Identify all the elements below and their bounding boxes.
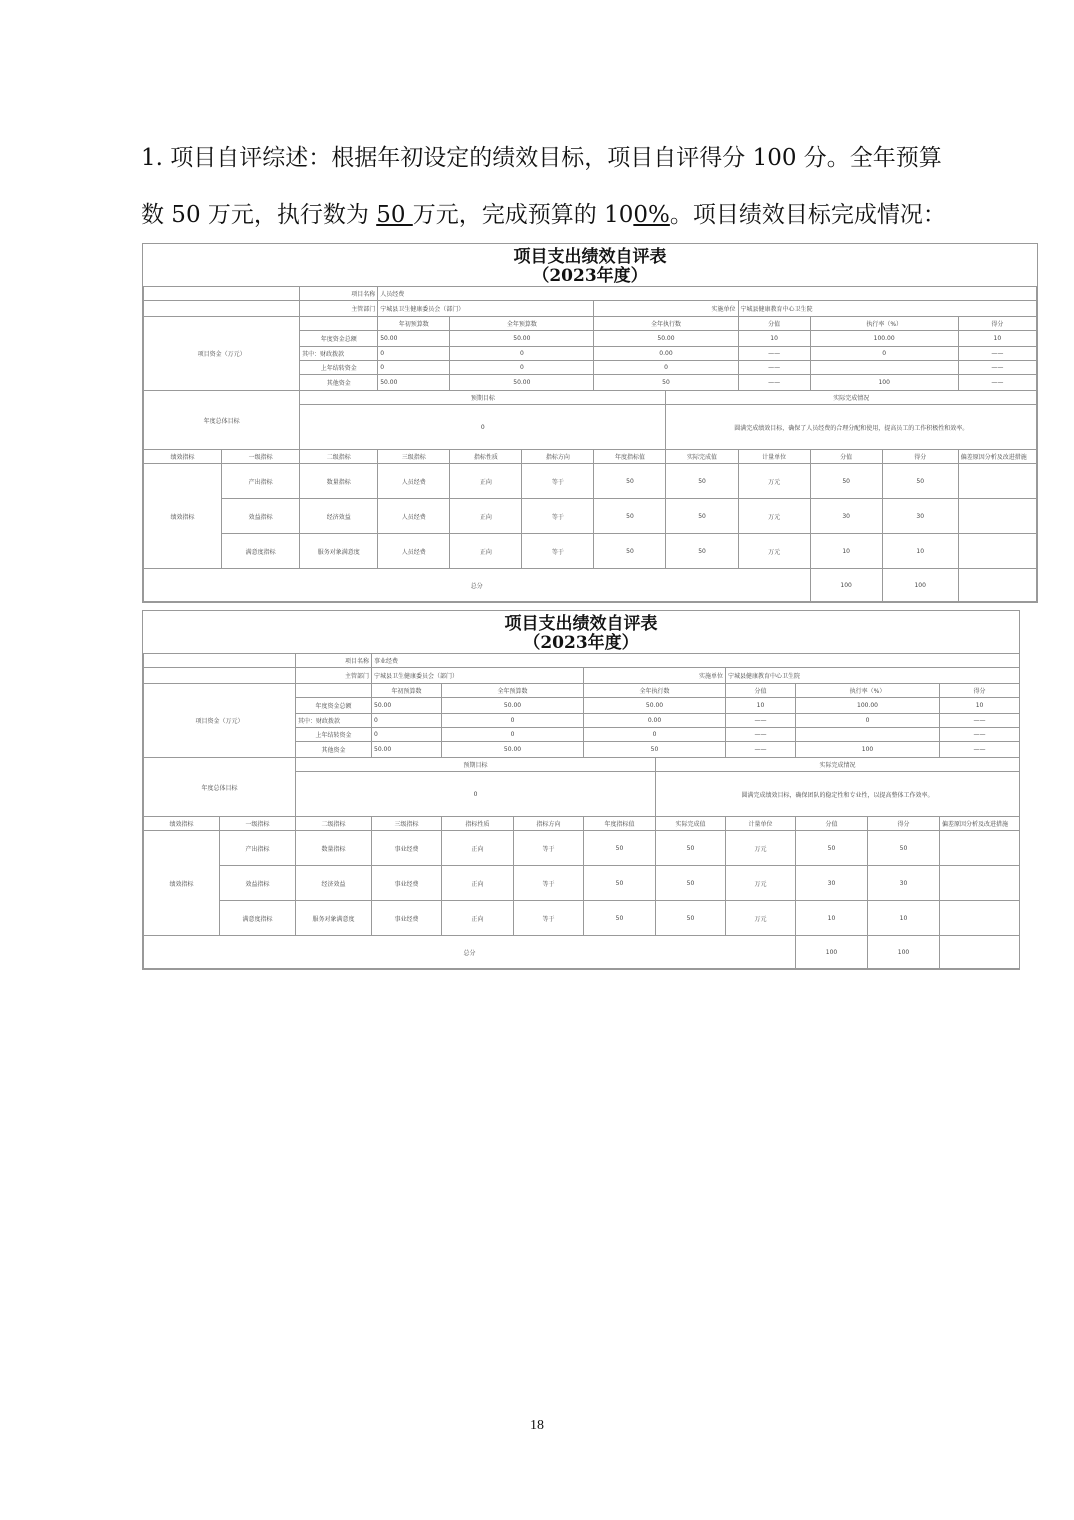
ind-cell: 50 — [594, 499, 666, 534]
ind-cell: 50 — [656, 866, 726, 901]
ind-cell: 30 — [796, 866, 868, 901]
funds-row-label: 上年结转资金 — [300, 361, 378, 375]
ind-cell: 万元 — [738, 534, 810, 569]
funds-cell: 0 — [442, 728, 584, 742]
funds-header: 全年预算数 — [450, 317, 594, 331]
funds-cell: 0 — [372, 728, 442, 742]
ind-label: 绩效指标 — [144, 464, 222, 569]
funds-cell: —— — [738, 347, 810, 361]
goal-label: 年度总体目标 — [144, 758, 296, 817]
summary-line-2 — [141, 200, 991, 230]
ind-cell — [958, 534, 1036, 569]
ind-cell: 50 — [666, 464, 738, 499]
funds-row-label: 其中：财政拨款 — [300, 347, 378, 361]
ind-header: 一级指标 — [220, 817, 296, 831]
funds-cell: 50.00 — [442, 698, 584, 714]
funds-cell: 50 — [594, 375, 738, 391]
funds-cell: 0 — [378, 361, 450, 375]
funds-cell: 50.00 — [594, 331, 738, 347]
executed-amount: 50 — [376, 202, 413, 228]
ind-header: 计量单位 — [738, 450, 810, 464]
funds-header: 全年执行数 — [594, 317, 738, 331]
ind-cell: 服务对象满意度 — [300, 534, 378, 569]
funds-cell: 0 — [796, 714, 940, 728]
summary-text: 数 50 万元，执行数为 — [141, 202, 377, 228]
total-label: 总分 — [144, 936, 796, 969]
table-title — [143, 611, 1019, 653]
funds-cell: —— — [726, 742, 796, 758]
ind-header: 年度指标值 — [594, 450, 666, 464]
ind-cell: 事业经费 — [372, 901, 442, 936]
ind-cell: 经济效益 — [296, 866, 372, 901]
funds-cell — [810, 361, 958, 375]
funds-row-label: 年度资金总额 — [296, 698, 372, 714]
ind-header: 绩效指标 — [144, 817, 220, 831]
funds-cell: 0 — [450, 347, 594, 361]
total-score: 100 — [810, 569, 882, 602]
funds-row-label: 其他资金 — [296, 742, 372, 758]
ind-cell: 产出指标 — [222, 464, 300, 499]
total-score: 100 — [796, 936, 868, 969]
ind-cell — [940, 866, 1020, 901]
funds-header: 得分 — [958, 317, 1036, 331]
funds-cell: 50.00 — [378, 375, 450, 391]
ind-cell: 30 — [868, 866, 940, 901]
ind-cell: 正向 — [442, 901, 514, 936]
impl-value: 宁城县健康教育中心卫生院 — [738, 301, 1036, 317]
ind-cell: 人员经费 — [378, 464, 450, 499]
funds-cell: 0.00 — [584, 714, 726, 728]
ind-cell: 事业经费 — [372, 866, 442, 901]
ind-cell: 10 — [796, 901, 868, 936]
ind-cell: 10 — [868, 901, 940, 936]
funds-row-label: 年度资金总额 — [300, 331, 378, 347]
summary-text: 。项目绩效目标完成情况： — [669, 202, 946, 228]
funds-cell: —— — [958, 347, 1036, 361]
funds-cell: 0 — [584, 728, 726, 742]
ind-cell: 等于 — [522, 499, 594, 534]
funds-row-label: 其中：财政拨款 — [296, 714, 372, 728]
table-title-text: 项目支出绩效自评表 — [504, 614, 658, 634]
funds-cell: 0 — [372, 714, 442, 728]
ind-cell: 等于 — [514, 901, 584, 936]
ind-cell: 50 — [584, 901, 656, 936]
ind-header: 偏差原因分析及改进措施 — [958, 450, 1036, 464]
ind-cell: 正向 — [450, 499, 522, 534]
funds-cell: 10 — [958, 331, 1036, 347]
funds-header: 执行率（%） — [810, 317, 958, 331]
funds-cell: —— — [940, 742, 1020, 758]
ind-header: 指标性质 — [442, 817, 514, 831]
funds-cell: 100.00 — [796, 698, 940, 714]
ind-header: 三级指标 — [378, 450, 450, 464]
funds-cell: 50.00 — [450, 375, 594, 391]
page-number: 18 — [530, 1418, 544, 1433]
impl-label: 实施单位 — [584, 668, 726, 684]
funds-header: 全年执行数 — [584, 684, 726, 698]
self-evaluation-table-1 — [142, 243, 1038, 603]
dept-value: 宁城县卫生健康委员会（部门） — [378, 301, 594, 317]
ind-cell: 数量指标 — [300, 464, 378, 499]
ind-cell — [958, 499, 1036, 534]
funds-cell: —— — [940, 714, 1020, 728]
ind-header: 偏差原因分析及改进措施 — [940, 817, 1020, 831]
total-got: 100 — [882, 569, 958, 602]
funds-cell: 50.00 — [378, 331, 450, 347]
impl-label: 实施单位 — [594, 301, 738, 317]
funds-row-label: 上年结转资金 — [296, 728, 372, 742]
ind-cell: 正向 — [450, 464, 522, 499]
funds-header: 分值 — [726, 684, 796, 698]
ind-header: 得分 — [882, 450, 958, 464]
ind-header: 分值 — [796, 817, 868, 831]
ind-cell: 30 — [882, 499, 958, 534]
funds-cell: 10 — [940, 698, 1020, 714]
ind-cell: 产出指标 — [220, 831, 296, 866]
actual-label: 实际完成情况 — [666, 391, 1037, 405]
ind-cell: 服务对象满意度 — [296, 901, 372, 936]
ind-header: 实际完成值 — [666, 450, 738, 464]
ind-header: 二级指标 — [296, 817, 372, 831]
table-title-text: 项目支出绩效自评表 — [513, 247, 667, 267]
ind-cell: 正向 — [442, 866, 514, 901]
ind-cell: 50 — [584, 866, 656, 901]
ind-cell: 万元 — [726, 831, 796, 866]
funds-cell: 100 — [796, 742, 940, 758]
ind-cell: 效益指标 — [222, 499, 300, 534]
actual-label: 实际完成情况 — [656, 758, 1020, 772]
ind-cell: 人员经费 — [378, 499, 450, 534]
funds-cell: 100.00 — [810, 331, 958, 347]
funds-cell: —— — [726, 714, 796, 728]
funds-cell: 50 — [584, 742, 726, 758]
funds-cell: —— — [726, 728, 796, 742]
ind-cell: 等于 — [514, 831, 584, 866]
ind-header: 三级指标 — [372, 817, 442, 831]
funds-cell: 0 — [378, 347, 450, 361]
funds-cell: 0 — [450, 361, 594, 375]
ind-cell: 50 — [882, 464, 958, 499]
table-grid — [143, 286, 1037, 602]
funds-header: 得分 — [940, 684, 1020, 698]
ind-cell: 50 — [656, 901, 726, 936]
actual-value: 圆满完成绩效目标，确保团队的稳定性和专业性，以提高整体工作效率。 — [656, 772, 1020, 817]
ind-header: 一级指标 — [222, 450, 300, 464]
funds-label: 项目资金（万元） — [144, 684, 296, 758]
ind-header: 年度指标值 — [584, 817, 656, 831]
expected-value: 0 — [296, 772, 656, 817]
summary-line-1: 1. 项目自评综述：根据年初设定的绩效目标，项目自评得分 100 分。全年预算 — [141, 145, 942, 171]
funds-cell: 50.00 — [450, 331, 594, 347]
ind-cell: 正向 — [450, 534, 522, 569]
funds-cell: 10 — [738, 331, 810, 347]
funds-header: 年初预算数 — [372, 684, 442, 698]
project-name: 人员经费 — [378, 287, 1037, 301]
ind-cell: 万元 — [738, 499, 810, 534]
dept-label: 主管部门 — [296, 668, 372, 684]
ind-cell: 满意度指标 — [220, 901, 296, 936]
ind-header: 分值 — [810, 450, 882, 464]
funds-cell: 50.00 — [442, 742, 584, 758]
funds-header: 执行率（%） — [796, 684, 940, 698]
completion-rate: 0% — [633, 202, 670, 228]
ind-cell: 50 — [594, 464, 666, 499]
project-name-label: 项目名称 — [296, 654, 372, 668]
funds-cell: 0 — [594, 361, 738, 375]
project-name-label: 项目名称 — [300, 287, 378, 301]
ind-cell: 50 — [810, 464, 882, 499]
funds-cell: 50.00 — [372, 742, 442, 758]
ind-cell: 满意度指标 — [222, 534, 300, 569]
ind-cell: 万元 — [738, 464, 810, 499]
ind-cell: 事业经费 — [372, 831, 442, 866]
funds-header: 全年预算数 — [442, 684, 584, 698]
goal-label: 年度总体目标 — [144, 391, 300, 450]
funds-cell: 50.00 — [584, 698, 726, 714]
ind-cell: 50 — [584, 831, 656, 866]
funds-cell: 100 — [810, 375, 958, 391]
ind-cell — [940, 831, 1020, 866]
ind-cell: 效益指标 — [220, 866, 296, 901]
funds-cell: 0 — [810, 347, 958, 361]
ind-cell: 10 — [882, 534, 958, 569]
ind-cell — [940, 901, 1020, 936]
summary-text: 万元，完成预算的 10 — [412, 202, 634, 228]
self-evaluation-table-2 — [142, 610, 1020, 970]
ind-cell: 万元 — [726, 866, 796, 901]
ind-cell: 50 — [666, 499, 738, 534]
funds-cell: 0.00 — [594, 347, 738, 361]
table-year: （2023年度） — [523, 633, 639, 653]
dept-label: 主管部门 — [300, 301, 378, 317]
ind-header: 指标方向 — [514, 817, 584, 831]
funds-label: 项目资金（万元） — [144, 317, 300, 391]
ind-cell: 数量指标 — [296, 831, 372, 866]
ind-header: 计量单位 — [726, 817, 796, 831]
ind-header: 得分 — [868, 817, 940, 831]
funds-cell: —— — [958, 361, 1036, 375]
ind-cell: 经济效益 — [300, 499, 378, 534]
ind-cell: 50 — [656, 831, 726, 866]
ind-header: 二级指标 — [300, 450, 378, 464]
expected-label: 预期目标 — [300, 391, 666, 405]
funds-cell: —— — [738, 361, 810, 375]
ind-cell: 10 — [810, 534, 882, 569]
expected-label: 预期目标 — [296, 758, 656, 772]
ind-cell: 正向 — [442, 831, 514, 866]
funds-cell: 50.00 — [372, 698, 442, 714]
dept-value: 宁城县卫生健康委员会（部门） — [372, 668, 584, 684]
funds-cell: —— — [958, 375, 1036, 391]
funds-header: 年初预算数 — [378, 317, 450, 331]
ind-label: 绩效指标 — [144, 831, 220, 936]
ind-header: 绩效指标 — [144, 450, 222, 464]
ind-cell: 等于 — [522, 464, 594, 499]
ind-header: 实际完成值 — [656, 817, 726, 831]
ind-cell: 50 — [666, 534, 738, 569]
funds-cell: 0 — [442, 714, 584, 728]
funds-cell: 10 — [726, 698, 796, 714]
project-name: 事业经费 — [372, 654, 1020, 668]
total-label: 总分 — [144, 569, 811, 602]
impl-value: 宁城县健康教育中心卫生院 — [726, 668, 1020, 684]
ind-cell: 万元 — [726, 901, 796, 936]
funds-cell — [796, 728, 940, 742]
table-title — [143, 244, 1037, 286]
table-year: （2023年度） — [532, 266, 648, 286]
ind-cell — [958, 464, 1036, 499]
ind-cell: 等于 — [522, 534, 594, 569]
ind-header: 指标方向 — [522, 450, 594, 464]
ind-header: 指标性质 — [450, 450, 522, 464]
ind-cell: 50 — [594, 534, 666, 569]
ind-cell: 30 — [810, 499, 882, 534]
total-got: 100 — [868, 936, 940, 969]
actual-value: 圆满完成绩效目标，确保了人员经费的合理分配和使用，提高员工的工作积极性和效率。 — [666, 405, 1037, 450]
funds-header: 分值 — [738, 317, 810, 331]
expected-value: 0 — [300, 405, 666, 450]
ind-cell: 50 — [796, 831, 868, 866]
funds-row-label: 其他资金 — [300, 375, 378, 391]
ind-cell: 等于 — [514, 866, 584, 901]
table-grid — [143, 653, 1020, 969]
funds-cell: —— — [940, 728, 1020, 742]
ind-cell: 人员经费 — [378, 534, 450, 569]
ind-cell: 50 — [868, 831, 940, 866]
funds-cell: —— — [738, 375, 810, 391]
